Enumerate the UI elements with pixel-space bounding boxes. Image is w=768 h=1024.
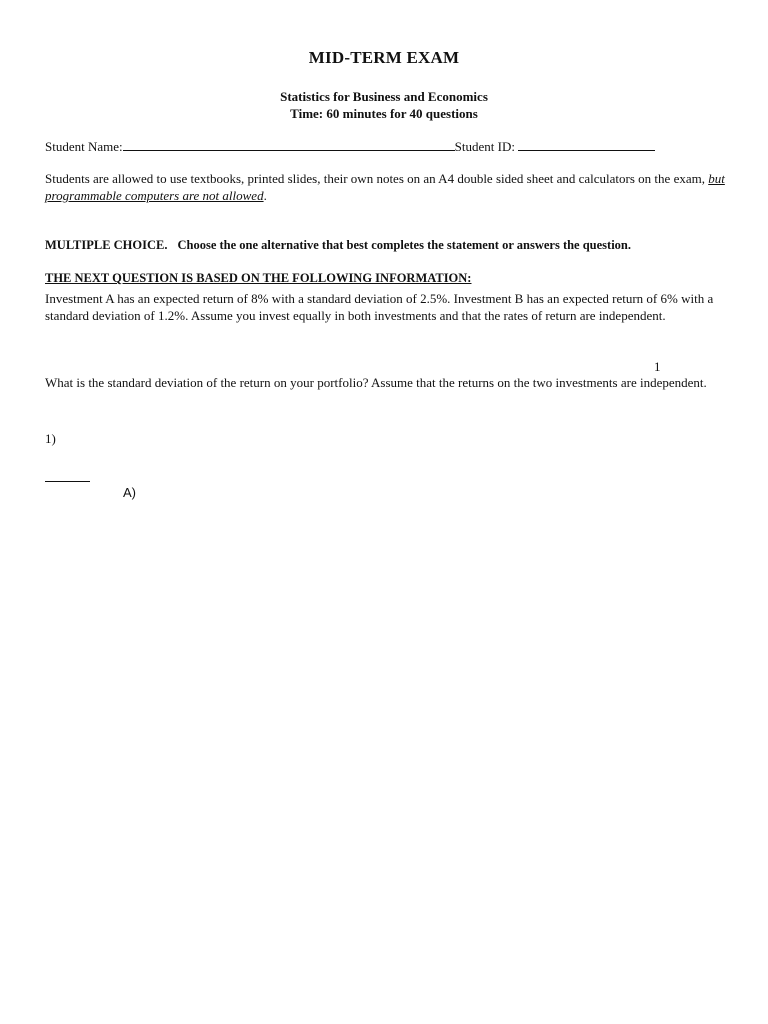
- instructions-end: .: [263, 188, 267, 203]
- multiple-choice-label: MULTIPLE CHOICE.: [45, 238, 168, 252]
- student-name-field[interactable]: [123, 139, 455, 151]
- time-limit: Time: 60 minutes for 40 questions: [290, 106, 478, 121]
- instructions-text: Students are allowed to use textbooks, printed slides, their own notes on an A4 double sided sheet and calculators on the exam,: [45, 171, 709, 186]
- instructions-emphasis: but programmable computers are not allowed: [45, 171, 725, 203]
- question-number: 1): [45, 431, 56, 446]
- page-number: 1: [654, 359, 661, 374]
- multiple-choice-text: Choose the one alternative that best completes the statement or answers the question.: [177, 238, 632, 252]
- student-id-field[interactable]: [518, 139, 655, 151]
- answer-blank-line[interactable]: [45, 481, 90, 482]
- info-paragraph: Investment A has an expected return of 8% with a standard deviation of 2.5%. Investment B has an expected return of 6% with a standard deviation of 1.2%. Assume you invest equally in both investments and that the rates of return are independent.: [45, 291, 714, 323]
- student-info-row: [45, 138, 655, 155]
- student-name-label: Student Name:: [45, 139, 123, 154]
- student-id-label: Student ID:: [454, 139, 515, 154]
- instructions-paragraph: [45, 170, 725, 204]
- option-a-label: A): [123, 485, 136, 500]
- info-heading: THE NEXT QUESTION IS BASED ON THE FOLLOWING INFORMATION:: [45, 271, 472, 285]
- question-text: What is the standard deviation of the return on your portfolio? Assume that the returns on the two investments are independent.: [45, 375, 707, 390]
- multiple-choice-instructions: [45, 237, 725, 254]
- exam-title: MID-TERM EXAM: [308, 48, 460, 67]
- course-title: Statistics for Business and Economics: [280, 89, 488, 104]
